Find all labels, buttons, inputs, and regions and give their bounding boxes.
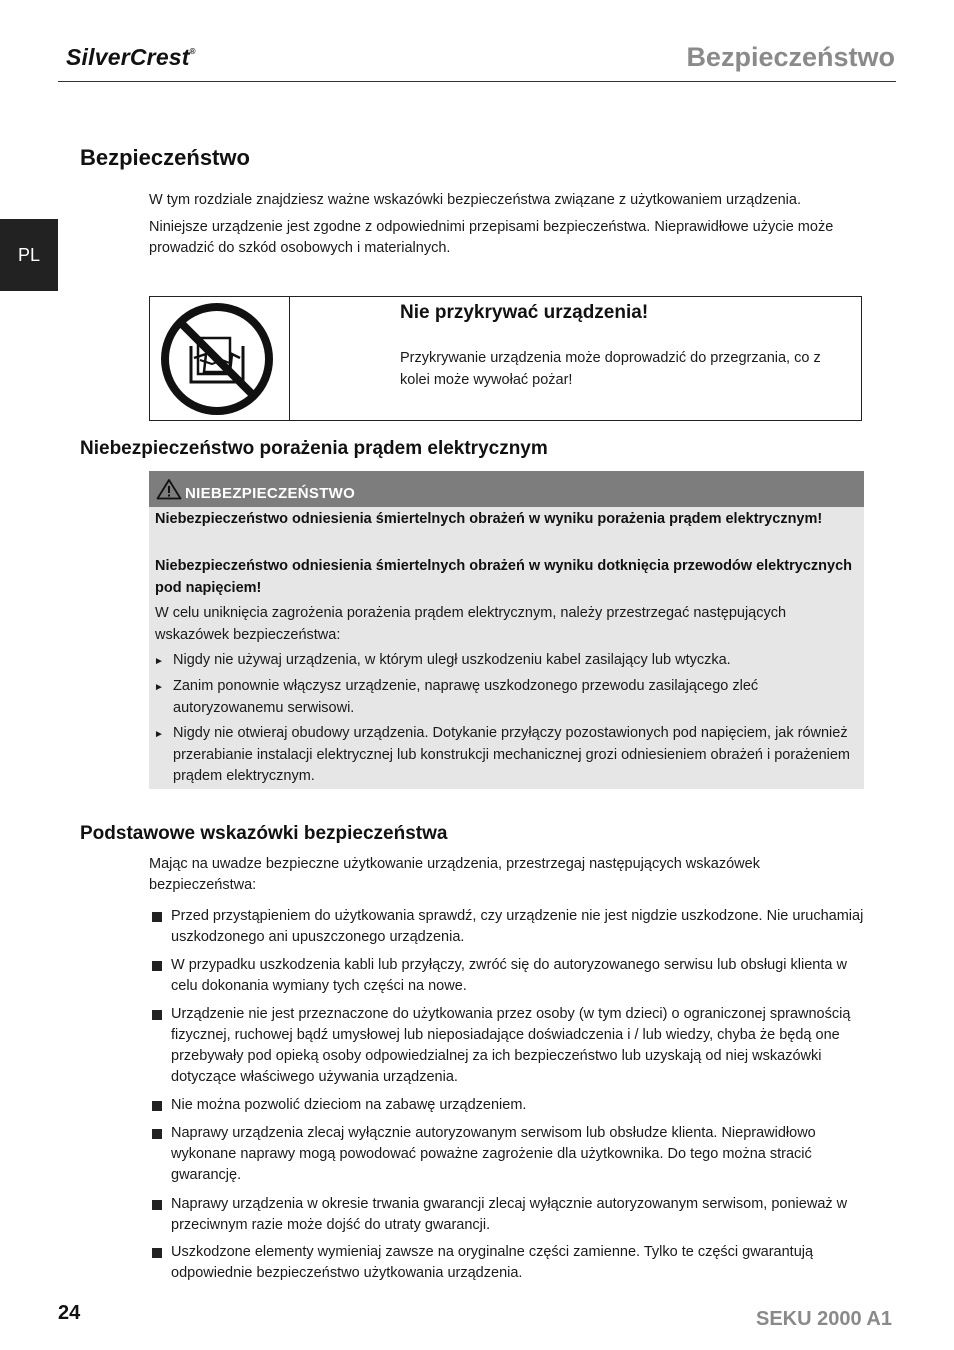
square-bullet-icon	[152, 912, 162, 922]
danger-label: NIEBEZPIECZEŃSTWO	[185, 485, 356, 502]
safety-list-item	[171, 1242, 866, 1284]
electric-shock-heading: Niebezpieczeństwo porażenia prądem elektrycznym	[80, 438, 548, 459]
danger-bold-statement-1: Niebezpieczeństwo odniesienia śmiertelnych obrażeń w wyniku porażenia prądem elektrycznym!	[155, 511, 823, 527]
safety-list-item-text: Naprawy urządzenia zlecaj wyłącznie autoryzowanym serwisom lub obsłudze klienta. Nieprawidłowo wykonane naprawy mogą powodować poważne zagrożenie dla użytkownika. Do tego można stracić gwarancję.	[171, 1125, 816, 1183]
danger-box	[149, 471, 864, 789]
safety-list-item	[171, 1123, 866, 1186]
arrow-bullet-icon: ►	[154, 729, 164, 740]
do-not-cover-warning-box	[149, 296, 862, 421]
safety-list-item-text: Uszkodzone elementy wymieniaj zawsze na oryginalne części zamienne. Tylko te części gwarantują odpowiednie bezpieczeństwo użytkowania urządzenia.	[171, 1244, 814, 1281]
safety-list-item-text: Naprawy urządzenia w okresie trwania gwarancji zlecaj wyłącznie autoryzowanym serwisom, ponieważ w przeciwnym razie może dojść do utraty gwarancji.	[171, 1196, 848, 1233]
danger-intro-text: W celu uniknięcia zagrożenia porażenia prądem elektrycznym, należy przestrzegać następujących wskazówek bezpieczeństwa:	[155, 605, 787, 643]
safety-list-item	[171, 1004, 866, 1088]
safety-list-item-text: Nie można pozwolić dzieciom na zabawę urządzeniem.	[171, 1097, 527, 1113]
basic-safety-intro: Mając na uwadze bezpieczne użytkowanie urządzenia, przestrzegaj następujących wskazówek bezpieczeństwa:	[149, 856, 760, 893]
square-bullet-icon	[152, 1101, 162, 1111]
square-bullet-icon	[152, 1200, 162, 1210]
safety-list-item	[171, 1194, 866, 1236]
square-bullet-icon	[152, 1248, 162, 1258]
danger-list-item	[154, 676, 853, 719]
warning-triangle-icon	[156, 478, 182, 500]
safety-list-item	[171, 906, 866, 948]
square-bullet-icon	[152, 1010, 162, 1020]
language-tab: PL	[0, 219, 58, 291]
danger-list-item-text: Nigdy nie otwieraj obudowy urządzenia. Dotykanie przyłączy pozostawionych pod napięciem, jak również przerabianie instalacji elektrycznej lub konstrukcji mechanicznej grozi odniesieniem obrażeń i porażeniem prądem elektrycznym.	[173, 725, 851, 784]
square-bullet-icon	[152, 1129, 162, 1139]
do-not-cover-icon	[160, 302, 274, 416]
warning-title: Nie przykrywać urządzenia!	[400, 302, 649, 323]
danger-bold-statement-2: Niebezpieczeństwo odniesienia śmiertelnych obrażeń w wyniku dotknięcia przewodów elektrycznych pod napięciem!	[155, 558, 852, 596]
arrow-bullet-icon: ►	[154, 656, 164, 667]
square-bullet-icon	[152, 961, 162, 971]
section-title: Bezpieczeństwo	[80, 145, 250, 170]
safety-list-item	[171, 1095, 866, 1116]
warning-icon-cell	[150, 297, 290, 420]
safety-list-item-text: W przypadku uszkodzenia kabli lub przyłączy, zwróć się do autoryzowanego serwisu lub obsługi klienta w celu dokonania wymiany tych części na nowe.	[171, 957, 847, 994]
danger-list-item	[154, 723, 853, 788]
arrow-bullet-icon: ►	[154, 682, 164, 693]
brand-name: SilverCrest	[66, 44, 190, 70]
page-number: 24	[58, 1302, 81, 1324]
danger-header-bar	[149, 471, 864, 507]
warning-text: Przykrywanie urządzenia może doprowadzić do przegrzania, co z kolei może wywołać pożar!	[400, 350, 821, 388]
basic-safety-heading: Podstawowe wskazówki bezpieczeństwa	[80, 823, 448, 844]
danger-list-item	[154, 650, 853, 672]
brand-registered-mark: ®	[189, 47, 196, 56]
brand-logo	[66, 44, 196, 71]
safety-list-item-text: Urządzenie nie jest przeznaczone do użytkowania przez osoby (w tym dzieci) o ograniczonej sprawnością fizycznej, ruchowej bądź umysłowej lub nieposiadające doświadczenia i / lub wiedzy, chyba że będą one przebywały pod opieką osoby odpowiedzialnej za ich bezpieczeństwo lub uzyskają od niej wskazówki dotyczące właściwego używania urządzenia.	[171, 1006, 851, 1085]
safety-list-item-text: Przed przystąpieniem do użytkowania sprawdź, czy urządzenie nie jest nigdzie uszkodzone. Nie uruchamiaj uszkodzonego ani upuszczonego urządzenia.	[171, 908, 864, 945]
safety-list-item	[171, 955, 866, 997]
intro-paragraph-2: Niniejsze urządzenie jest zgodne z odpowiednimi przepisami bezpieczeństwa. Nieprawidłowe użycie może prowadzić do szkód osobowych i materialnych.	[149, 219, 834, 256]
model-name: SEKU 2000 A1	[756, 1308, 892, 1330]
header-title: Bezpieczeństwo	[686, 42, 895, 72]
header-divider	[58, 81, 896, 82]
intro-paragraph-1: W tym rozdziale znajdziesz ważne wskazówki bezpieczeństwa związane z użytkowaniem urządzenia.	[149, 192, 801, 208]
danger-list-item-text: Nigdy nie używaj urządzenia, w którym uległ uszkodzeniu kabel zasilający lub wtyczka.	[173, 652, 731, 668]
danger-list-item-text: Zanim ponownie włączysz urządzenie, naprawę uszkodzonego przewodu zasilającego zleć autoryzowanemu serwisowi.	[173, 678, 759, 716]
